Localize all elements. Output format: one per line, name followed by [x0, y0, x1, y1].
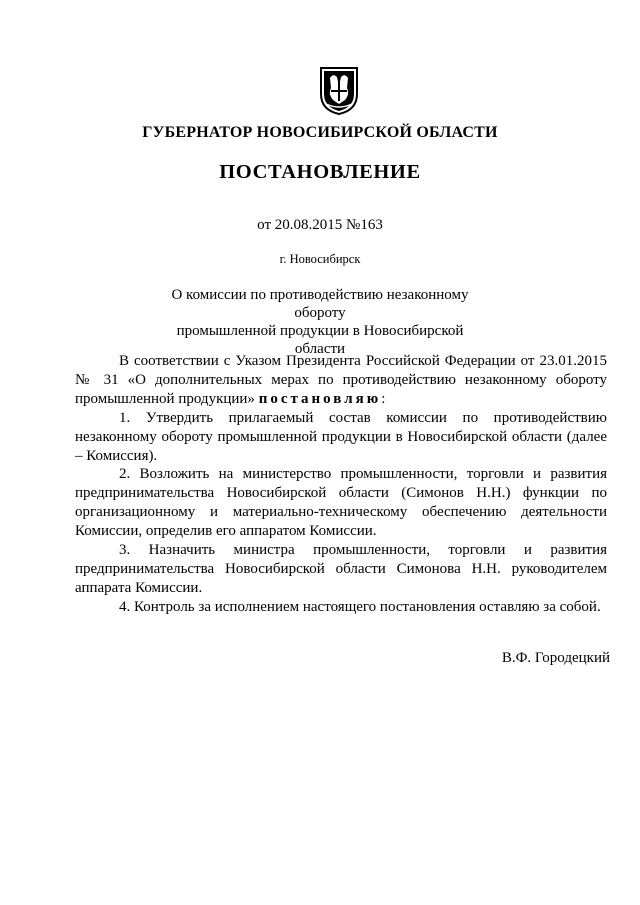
decree-body [75, 352, 607, 617]
item-3: 3. Назначить министра промышленности, торговли и развития предпринимательства Новосибирской области Симонова Н.Н. руководителем аппарата Комиссии. [75, 542, 607, 596]
authority-title: ГУБЕРНАТОР НОВОСИБИРСКОЙ ОБЛАСТИ [142, 124, 498, 141]
date-and-number: от 20.08.2015 №163 [257, 217, 383, 233]
item-1: 1. Утвердить прилагаемый состав комиссии по противодействию незаконному обороту промышленной продукции в Новосибирской области (далее – Комиссия). [75, 409, 607, 464]
preamble-text: В соответствии с Указом Президента Российской Федерации от 23.01.2015 № 31 «О дополнительных мерах по противодействию незаконному обороту промышленной продукции» [75, 353, 607, 407]
preamble-paragraph [75, 352, 607, 409]
city-line: г. Новосибирск [279, 252, 361, 266]
resolve-word: постановляю [258, 390, 382, 407]
coat-of-arms-icon [317, 64, 361, 116]
subject-line-2: промышленной продукции в Новосибирской области [176, 323, 464, 357]
item-2: 2. Возложить на министерство промышленности, торговли и развития предпринимательства Новосибирской области (Симонов Н.Н.) функции по организационному и материально-техническому обеспечению деятельности Комиссии, определив его аппаратом Комиссии. [75, 466, 607, 540]
decree-subject [150, 286, 490, 358]
signatory-name: В.Ф. Городецкий [501, 650, 610, 666]
subject-line-1: О комиссии по противодействию незаконному обороту [171, 287, 469, 321]
item-4: 4. Контроль за исполнением настоящего постановления оставляю за собой. [119, 598, 601, 615]
document-type: ПОСТАНОВЛЕНИЕ [219, 161, 421, 183]
resolve-colon: : [381, 390, 386, 407]
